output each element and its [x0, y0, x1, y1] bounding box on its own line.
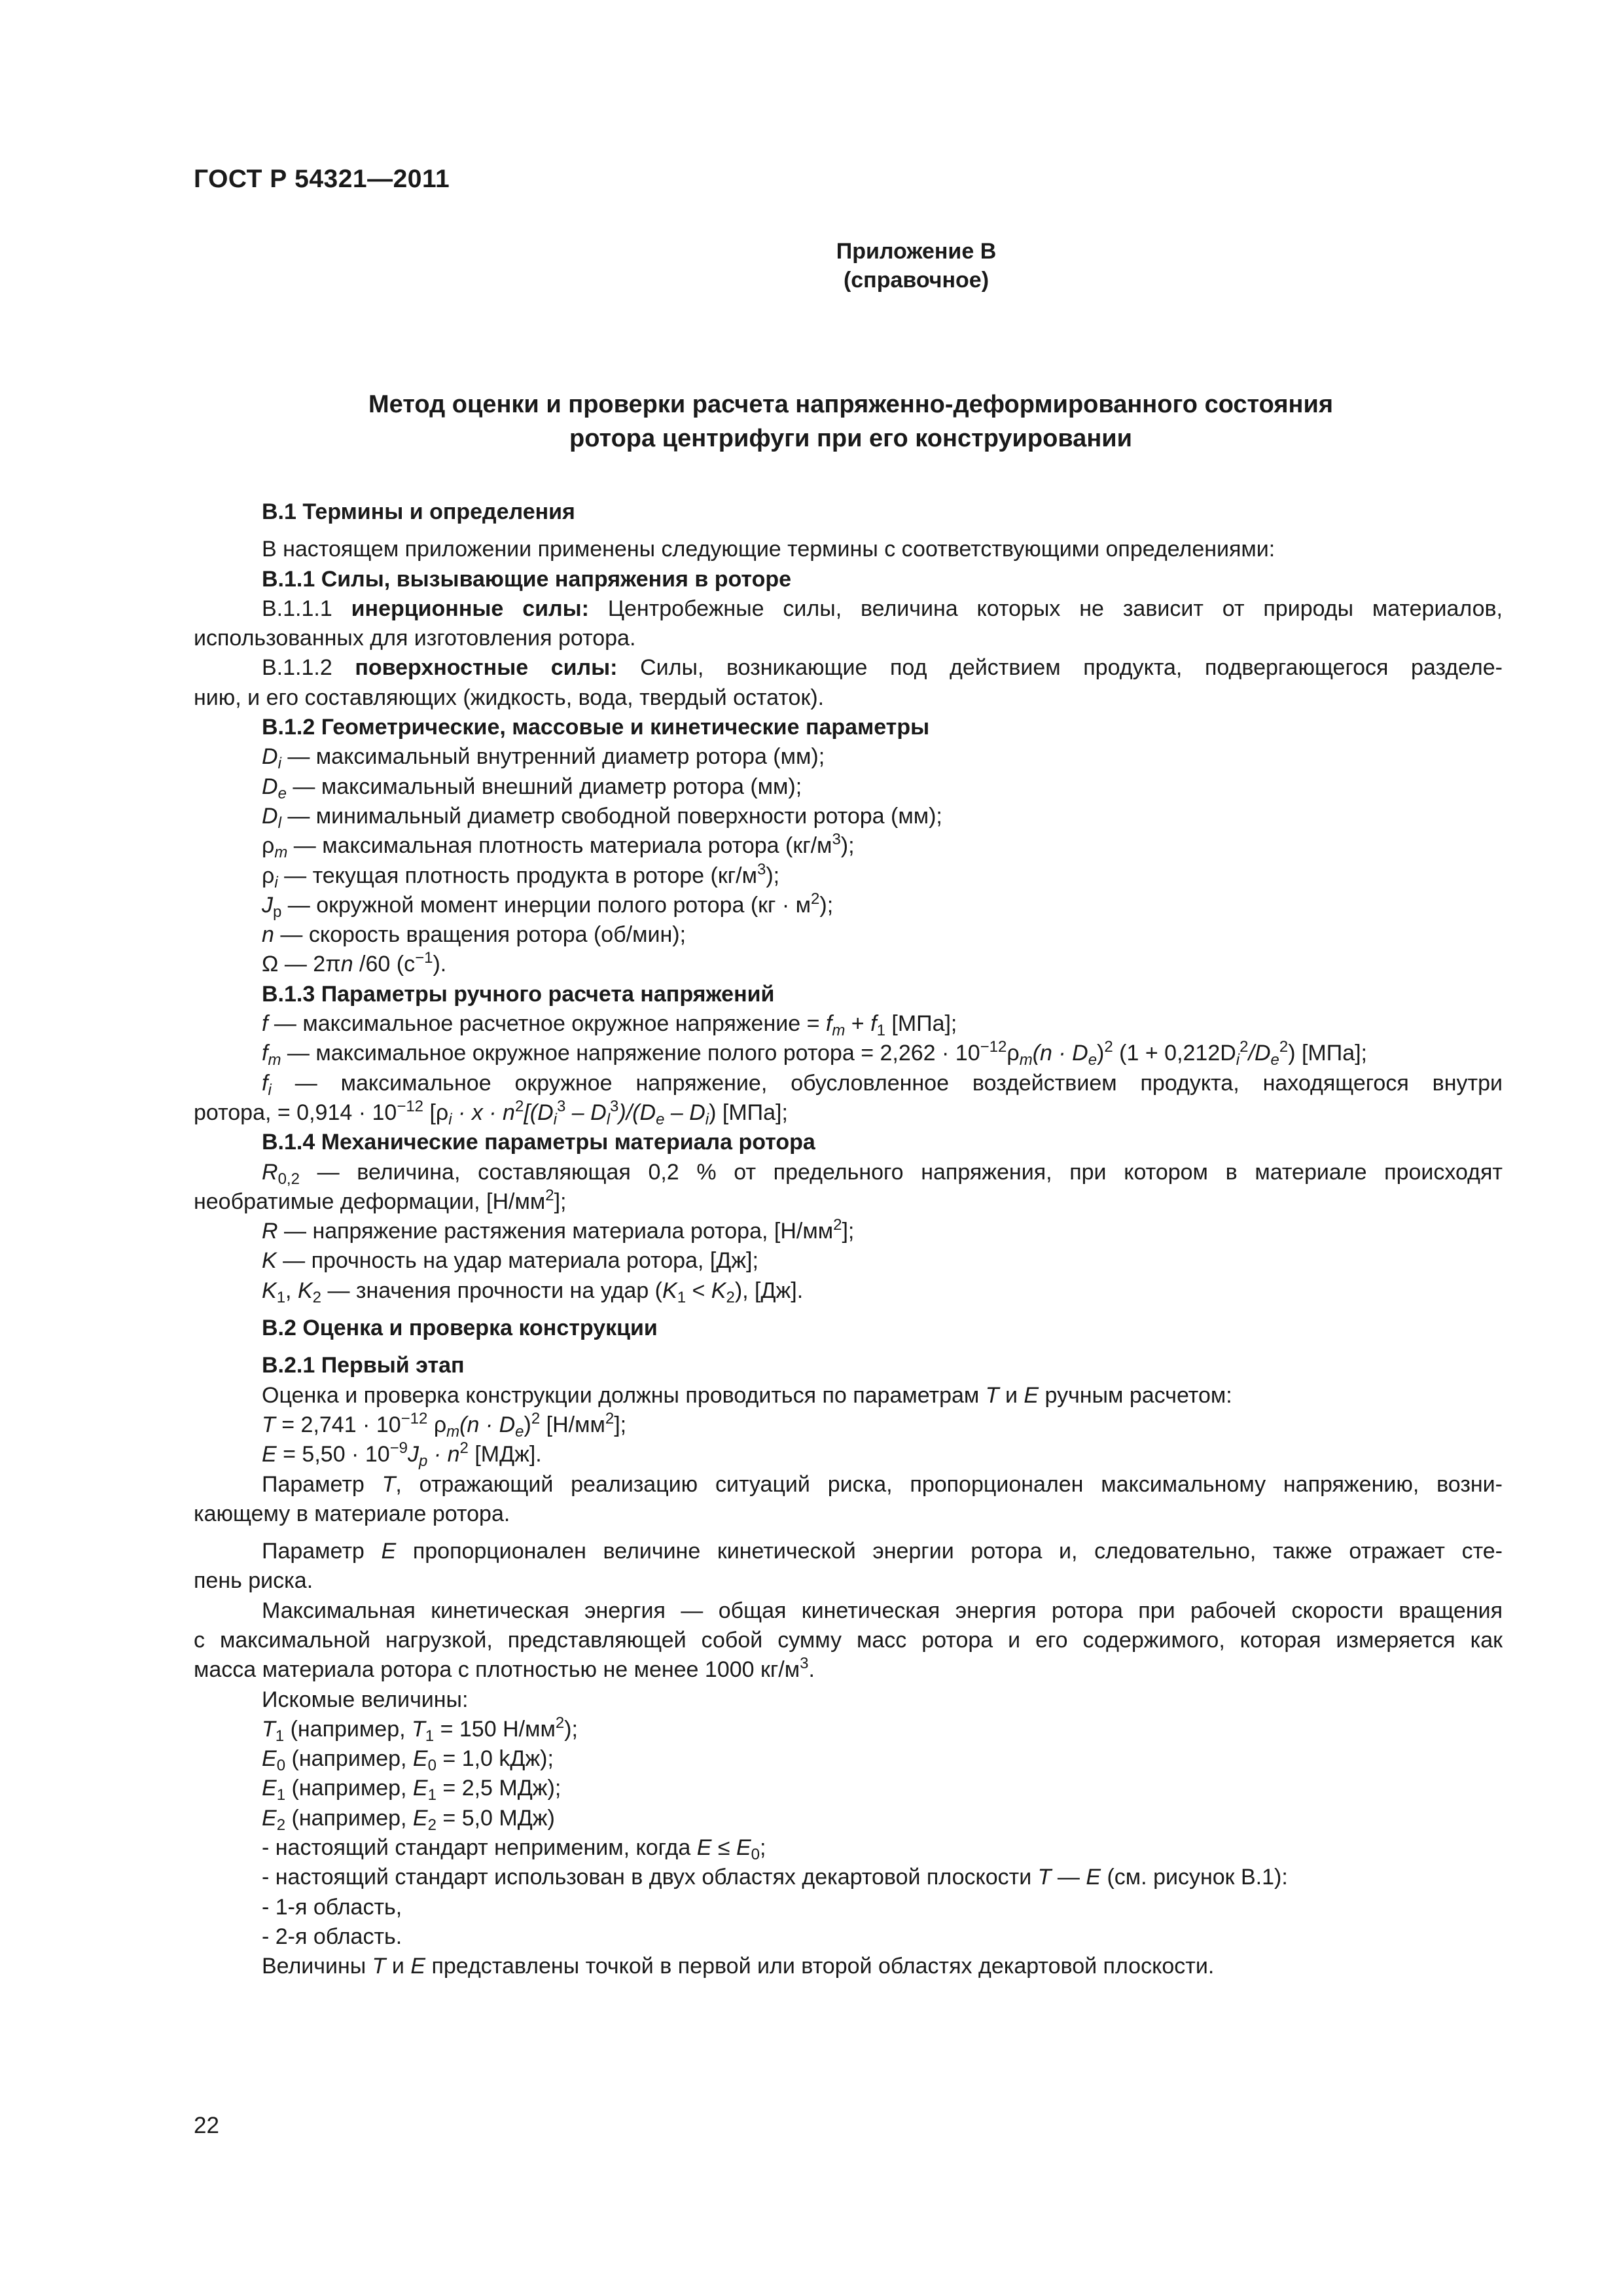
symbol: K: [297, 1278, 313, 1303]
param-text: — прочность на удар материала ротора, [Дж];: [276, 1248, 758, 1274]
subscript: 2: [312, 1288, 321, 1306]
subscript: e: [277, 784, 287, 802]
text: Оценка и проверка конструкции должны проводиться по параметрам: [262, 1382, 986, 1408]
text: (например,: [285, 1776, 413, 1801]
document-header: ГОСТ Р 54321—2011: [194, 165, 450, 193]
annex-type: (справочное): [843, 268, 990, 293]
text: представлены точкой в первой или второй областях декартовой плоскости.: [425, 1954, 1215, 1979]
text: (например,: [284, 1716, 412, 1742]
section-heading-b12: В.1.2 Геометрические, массовые и кинетические параметры: [262, 715, 930, 740]
formula-part: (1 + 0,212D: [1113, 1041, 1236, 1066]
superscript: 3: [832, 831, 841, 849]
symbol: E: [1024, 1382, 1039, 1408]
param-r02-line1: [194, 1158, 1503, 1187]
subscript: p: [419, 1452, 428, 1471]
subscript: 1: [427, 1786, 437, 1804]
formula-part: [ρ: [423, 1100, 449, 1125]
annex-title: [196, 387, 1505, 456]
formula-part: (n · D: [459, 1412, 516, 1437]
list-item-region-1: - 1-я область,: [262, 1894, 402, 1920]
symbol: f: [870, 1011, 877, 1037]
symbol: T: [382, 1471, 396, 1497]
formula-part: · x · n: [452, 1100, 515, 1125]
term-number: В.1.1.2: [262, 655, 332, 681]
unit: ];: [614, 1412, 627, 1437]
formula-part: (n · D: [1032, 1041, 1088, 1066]
param-text: — максимальное окружное напряжение полого ротора = 2,262 · 10: [281, 1041, 980, 1066]
subscript: l: [277, 814, 281, 832]
superscript: −9: [389, 1439, 408, 1458]
subscript: i: [705, 1110, 709, 1128]
text: = 2,5 МДж);: [436, 1776, 562, 1801]
param-rho-m: [194, 831, 1503, 861]
superscript: 2: [1240, 1038, 1249, 1056]
superscript: 2: [1104, 1038, 1113, 1056]
formula-part: ) [МПа];: [709, 1100, 788, 1125]
text: ручным расчетом:: [1039, 1382, 1232, 1408]
paragraph-param-e-line1: [194, 1537, 1503, 1566]
param-text: — скорость вращения ротора (об/мин);: [274, 922, 687, 948]
subscript: e: [1088, 1051, 1097, 1069]
formula-part: /60 (с: [353, 952, 416, 977]
param-text-end: );: [840, 833, 855, 859]
param-rho-i: [194, 861, 1503, 891]
symbol: E: [262, 1442, 277, 1467]
formula-part: – D: [664, 1100, 705, 1125]
superscript: 2: [545, 1186, 554, 1204]
subscript: l: [606, 1110, 611, 1128]
symbol: D: [262, 774, 278, 799]
subscript: 2: [276, 1816, 286, 1834]
text: = 150 Н/мм: [434, 1716, 556, 1742]
unit: [Н/мм: [540, 1412, 605, 1437]
symbol: E: [1086, 1865, 1101, 1890]
subscript: i: [268, 1081, 272, 1099]
unit: [МДж].: [468, 1442, 542, 1467]
text: );: [564, 1716, 578, 1742]
separator: ,: [285, 1278, 298, 1303]
param-fi-line1: [194, 1069, 1503, 1098]
param-text-end: ), [Дж].: [734, 1278, 804, 1303]
superscript: 2: [1279, 1038, 1289, 1056]
param-text: — максимальный внутренний диаметр ротора (мм);: [281, 744, 825, 770]
section-heading-b11: В.1.1 Силы, вызывающие напряжения в роторе: [262, 566, 792, 592]
text: = 1,0 kДж);: [436, 1746, 554, 1772]
symbol: ρ: [262, 833, 275, 859]
text: ;: [760, 1835, 766, 1861]
param-text: — значения прочности на удар (: [321, 1278, 662, 1303]
superscript: 3: [800, 1655, 809, 1673]
symbol: E: [410, 1954, 426, 1979]
symbol: D: [262, 744, 278, 770]
symbol: f: [262, 1041, 268, 1066]
unit: [МПа];: [885, 1011, 957, 1037]
superscript: −12: [980, 1038, 1007, 1056]
paragraph-b1-intro: В настоящем приложении применены следующие термины с соответствующими определениями:: [262, 537, 1275, 562]
list-item-two-regions: [194, 1863, 1503, 1892]
text: Параметр: [262, 1539, 382, 1564]
subscript: e: [656, 1110, 665, 1128]
formula-e: [194, 1440, 1503, 1469]
symbol: T: [985, 1382, 999, 1408]
text: - настоящий стандарт использован в двух областях декартовой плоскости: [262, 1865, 1038, 1890]
symbol: J: [408, 1442, 419, 1467]
paragraph-param-t-line2: кающему в материале ротора.: [194, 1501, 510, 1526]
formula-part: ротора, = 0,914 · 10: [194, 1100, 397, 1125]
sought-values-label: Искомые величины:: [262, 1687, 469, 1712]
symbol: R: [262, 1159, 278, 1185]
param-f: [194, 1009, 1503, 1039]
formula-part: – D: [565, 1100, 607, 1125]
symbol: E: [696, 1835, 712, 1861]
param-text-end: ];: [554, 1189, 567, 1214]
subscript: i: [274, 873, 278, 891]
text: (например,: [285, 1805, 413, 1831]
list-item-region-2: - 2-я область.: [262, 1924, 402, 1949]
superscript: −1: [415, 949, 433, 967]
superscript: 3: [757, 860, 766, 878]
section-heading-b1: В.1 Термины и определения: [262, 499, 575, 524]
symbol: K: [262, 1248, 277, 1274]
value-e0: [194, 1744, 1503, 1774]
superscript: 2: [605, 1409, 615, 1427]
symbol: T: [1037, 1865, 1052, 1890]
symbol: ρ: [262, 863, 275, 888]
value-t1: [194, 1715, 1503, 1744]
subscript: 0: [427, 1757, 437, 1775]
symbol: T: [372, 1954, 386, 1979]
formula-part: · n: [427, 1442, 460, 1467]
symbol: E: [412, 1805, 428, 1831]
formula-part: = 2,741 · 10: [275, 1412, 401, 1437]
subscript: 1: [425, 1727, 435, 1745]
param-n: [194, 920, 1503, 950]
text: (см. рисунок В.1):: [1101, 1865, 1288, 1890]
subscript: i: [1236, 1051, 1240, 1069]
paragraph-kinetic-line2: с максимальной нагрузкой, представляющей собой сумму масс ротора и его содержимого, которая измеряется как: [194, 1627, 1503, 1653]
superscript: 2: [555, 1713, 565, 1732]
param-text: — окружной момент инерции полого ротора (кг · м: [281, 892, 812, 918]
symbol: D: [262, 803, 278, 829]
symbol: E: [262, 1776, 277, 1801]
formula-part: ) [МПа];: [1288, 1041, 1367, 1066]
param-jp: [194, 891, 1503, 920]
text: - настоящий стандарт неприменим, когда: [262, 1835, 697, 1861]
subscript: m: [268, 1051, 281, 1069]
param-text: — максимальное окружное напряжение, обусловленное воздействием продукта, находящегося внутри: [271, 1070, 1503, 1096]
annex-label: [720, 237, 1113, 295]
paragraph-param-e-line2: пень риска.: [194, 1568, 313, 1594]
symbol: f: [262, 1011, 268, 1037]
text: Величины: [262, 1954, 372, 1979]
section-heading-b2: В.2 Оценка и проверка конструкции: [262, 1316, 658, 1341]
symbol: T: [412, 1716, 425, 1742]
subscript: 1: [677, 1288, 687, 1306]
symbol: E: [736, 1835, 751, 1861]
text: —: [1051, 1865, 1086, 1890]
symbol: R: [262, 1219, 278, 1244]
symbol: K: [262, 1278, 277, 1303]
formula-part: = 5,50 · 10: [276, 1442, 390, 1467]
subscript: 1: [876, 1022, 885, 1040]
formula-part: [(D: [524, 1100, 554, 1125]
term-definition: Центробежные силы, величина которых не зависит от природы материалов,: [607, 596, 1503, 621]
superscript: −12: [397, 1097, 424, 1115]
term-definition: Силы, возникающие под действием продукта, подвергающегося разделе-: [640, 655, 1503, 681]
param-k1-k2: [194, 1276, 1503, 1306]
formula-part: Ω — 2π: [262, 952, 341, 977]
symbol: J: [262, 892, 273, 918]
text: = 5,0 МДж): [436, 1805, 555, 1831]
param-r: [194, 1217, 1503, 1246]
subscript: m: [446, 1422, 460, 1441]
superscript: 2: [833, 1216, 842, 1234]
param-text: — текущая плотность продукта в роторе (кг/м: [277, 863, 757, 888]
param-fm: [194, 1039, 1503, 1068]
title-line-2: ротора центрифуги при его конструировании: [569, 425, 1132, 452]
symbol: E: [412, 1746, 428, 1772]
term-number: В.1.1.1: [262, 596, 332, 621]
subscript: 2: [726, 1288, 735, 1306]
param-text-end: ];: [842, 1219, 855, 1244]
section-heading-b21: В.2.1 Первый этап: [262, 1353, 465, 1378]
symbol: T: [262, 1412, 276, 1437]
value-e2: [194, 1804, 1503, 1833]
param-text: — напряжение растяжения материала ротора, [Н/мм: [277, 1219, 834, 1244]
subscript: i: [553, 1110, 557, 1128]
page-number: 22: [194, 2113, 219, 2138]
symbol: K: [662, 1278, 677, 1303]
formula-t: [194, 1410, 1503, 1440]
symbol: E: [262, 1746, 277, 1772]
subscript: 0: [276, 1757, 286, 1775]
text: и: [999, 1382, 1024, 1408]
subscript: m: [274, 844, 288, 862]
operator: +: [845, 1011, 871, 1037]
operator: ≤: [711, 1835, 736, 1861]
symbol: T: [262, 1716, 276, 1742]
param-dl: [194, 802, 1503, 831]
symbol: E: [412, 1776, 428, 1801]
paragraph-kinetic-line3: [194, 1655, 1503, 1685]
formula-part: )/(D: [618, 1100, 656, 1125]
subscript: i: [277, 755, 281, 773]
param-fi-line2: [194, 1098, 1503, 1128]
paragraph-kinetic-line1: Максимальная кинетическая энергия — общая кинетическая энергия ротора при рабочей скорости вращения: [262, 1598, 1503, 1623]
term-b111-line2: использованных для изготовления ротора.: [194, 626, 636, 651]
formula-part: ).: [433, 952, 447, 977]
symbol: ρ: [1007, 1041, 1020, 1066]
symbol: n: [262, 922, 274, 948]
subscript: e: [515, 1422, 524, 1441]
subscript: 0,2: [277, 1170, 300, 1188]
symbol: E: [381, 1539, 397, 1564]
term-b112-line1: [194, 653, 1503, 683]
symbol: f: [262, 1070, 268, 1096]
param-text: — минимальный диаметр свободной поверхности ротора (мм);: [281, 803, 942, 829]
text: , отражающий реализацию ситуаций риска, пропорционален максимальному напряжению, возни-: [395, 1471, 1503, 1497]
symbol: f: [825, 1011, 832, 1037]
section-heading-b13: В.1.3 Параметры ручного расчета напряжений: [262, 981, 775, 1007]
formula-part: ): [524, 1412, 531, 1437]
term-name: поверхностные силы:: [355, 655, 618, 681]
operator: <: [686, 1278, 711, 1303]
symbol: ρ: [427, 1412, 447, 1437]
term-b112-line2: нию, и его составляющих (жидкость, вода, твердый остаток).: [194, 685, 825, 710]
text: Параметр: [262, 1471, 382, 1497]
text: .: [808, 1657, 815, 1683]
paragraph-final: [194, 1952, 1503, 1981]
param-text: — максимальный внешний диаметр ротора (мм);: [286, 774, 802, 799]
subscript: p: [273, 903, 282, 921]
superscript: 2: [811, 889, 820, 908]
param-di: [194, 742, 1503, 772]
document-body: [194, 497, 1503, 1982]
superscript: 3: [610, 1097, 619, 1115]
param-r02-line2: [194, 1187, 1503, 1217]
symbol: E: [262, 1805, 277, 1831]
subscript: 1: [276, 1786, 286, 1804]
superscript: 3: [556, 1097, 566, 1115]
term-b111-line1: [194, 594, 1503, 624]
title-line-1: Метод оценки и проверки расчета напряженно-деформированного состояния: [368, 391, 1334, 418]
param-text: — максимальная плотность материала ротора (кг/м: [287, 833, 832, 859]
subscript: m: [832, 1022, 846, 1040]
subscript: i: [448, 1110, 452, 1128]
subscript: 0: [751, 1846, 760, 1864]
text: и: [385, 1954, 411, 1979]
param-de: [194, 772, 1503, 802]
subscript: 1: [275, 1727, 285, 1745]
symbol: K: [711, 1278, 726, 1303]
formula-part: /D: [1248, 1041, 1271, 1066]
list-item-not-applicable: [194, 1833, 1503, 1863]
param-text-end: );: [766, 863, 780, 888]
param-text: необратимые деформации, [Н/мм: [194, 1189, 546, 1214]
param-omega: [194, 950, 1503, 979]
value-e1: [194, 1774, 1503, 1803]
subscript: 2: [427, 1816, 437, 1834]
superscript: 2: [514, 1097, 524, 1115]
subscript: 1: [276, 1288, 286, 1306]
text: масса материала ротора с плотностью не менее 1000 кг/м: [194, 1657, 800, 1683]
paragraph-param-t-line1: [194, 1470, 1503, 1499]
symbol: n: [340, 952, 353, 977]
formula-part: ): [1097, 1041, 1105, 1066]
param-text: — максимальное расчетное окружное напряжение =: [268, 1011, 826, 1037]
section-heading-b14: В.1.4 Механические параметры материала ротора: [262, 1130, 815, 1155]
param-text: — величина, составляющая 0,2 % от предельного напряжения, при котором в материале происходят: [299, 1159, 1503, 1185]
term-name: инерционные силы:: [351, 596, 589, 621]
annex-name: Приложение В: [836, 239, 997, 264]
superscript: 2: [531, 1409, 541, 1427]
text: пропорционален величине кинетической энергии ротора и, следовательно, также отражает сте-: [396, 1539, 1503, 1564]
superscript: −12: [401, 1409, 428, 1427]
subscript: m: [1019, 1051, 1033, 1069]
subscript: e: [1270, 1051, 1279, 1069]
text: (например,: [285, 1746, 413, 1772]
param-text-end: );: [819, 892, 834, 918]
paragraph-b21-intro: [194, 1381, 1503, 1410]
param-k: [194, 1246, 1503, 1276]
superscript: 2: [459, 1439, 469, 1458]
